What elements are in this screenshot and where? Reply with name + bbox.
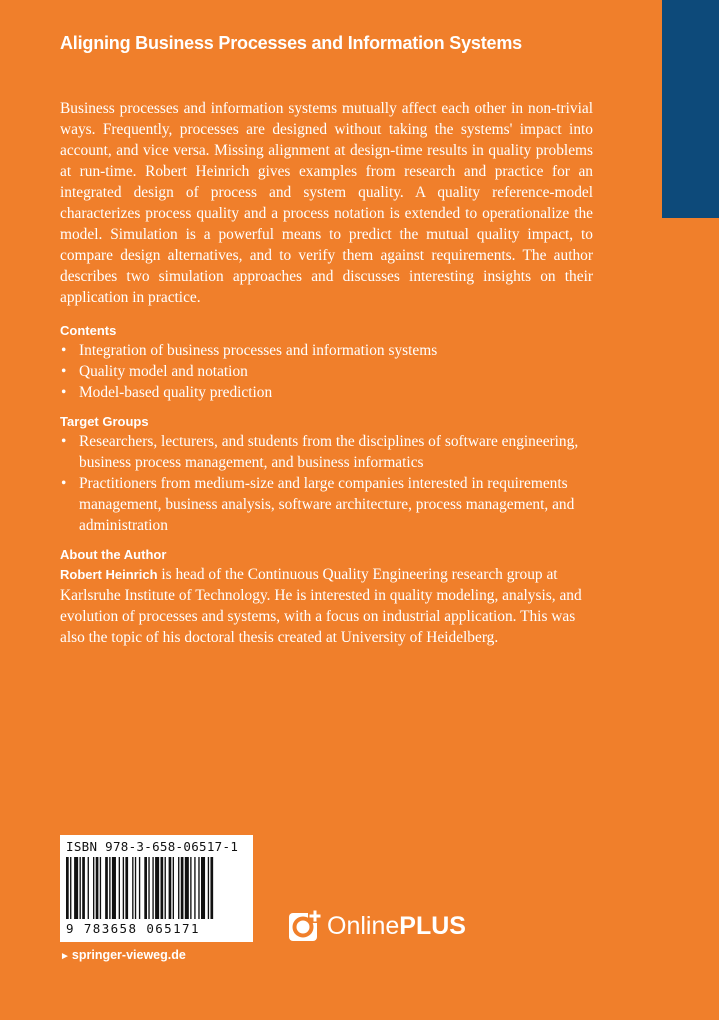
contents-list xyxy=(60,340,593,403)
contents-heading: Contents xyxy=(60,323,117,338)
barcode-bar xyxy=(208,857,209,919)
barcode-bar xyxy=(119,857,120,919)
barcode-bar xyxy=(165,857,166,919)
author-name: Robert Heinrich xyxy=(60,567,158,582)
book-title: Aligning Business Processes and Information Systems xyxy=(60,33,522,53)
publisher-website[interactable]: ► springer-vieweg.de xyxy=(60,948,186,962)
bullet-icon: • xyxy=(61,363,67,380)
onlineplus-logo xyxy=(288,909,466,943)
isbn-barcode xyxy=(60,835,253,942)
onlineplus-wordmark: OnlinePLUS xyxy=(327,912,466,940)
barcode-bar xyxy=(169,857,172,919)
main-content xyxy=(60,98,593,648)
barcode-bar xyxy=(185,857,189,919)
intro-paragraph: Business processes and information systems mutually affect each other in non-trivial ways. Frequently, processes are designed without taking the systems' impact into account, and vice versa. Missing alignment at design-time results in quality problems at run-time. Robert Heinrich gives examples from research and practice for an integrated design of process and system quality. A quality reference-model characterizes process quality and a process notation is extended to operationalize the model. Simulation is a powerful means to predict the mutual quality impact, to compare design alternatives, and to verify them against requirements. The author describes two simulation approaches and discusses interesting insights on their application in practice. xyxy=(60,100,593,306)
barcode-bar xyxy=(173,857,174,919)
list-item: • Integration of business processes and information systems xyxy=(61,342,438,359)
list-item: • Practitioners from medium-size and large companies interested in requirements management, business analysis, software architecture, process management, and administration xyxy=(61,475,575,534)
barcode-bar xyxy=(144,857,147,919)
blue-side-bar xyxy=(662,0,719,218)
barcode-bar xyxy=(105,857,108,919)
barcode-bar xyxy=(93,857,94,919)
onlineplus-logo-icon xyxy=(288,909,322,943)
barcode-bar xyxy=(70,857,71,919)
arrow-right-icon: ► xyxy=(60,951,70,962)
barcode-bar xyxy=(190,857,191,919)
bullet-icon: • xyxy=(61,433,67,450)
about-author-text: Robert Heinrich is head of the Continuous Quality Engineering research group at Karlsruhe Institute of Technology. He is interested in quality modeling, analysis, and evolution of processes and systems, with a focus on industrial application. This was also the topic of his doctoral thesis created at University of Heidelberg. xyxy=(60,566,582,646)
barcode-bar xyxy=(125,857,128,919)
barcode-bar xyxy=(88,857,89,919)
barcode-bar xyxy=(161,857,164,919)
bullet-icon: • xyxy=(61,384,67,401)
target-groups-heading: Target Groups xyxy=(60,414,149,429)
about-author-heading: About the Author xyxy=(60,547,167,562)
barcode-bar xyxy=(194,857,195,919)
barcode-bar xyxy=(148,857,149,919)
barcode-bar xyxy=(198,857,199,919)
barcode-bar xyxy=(152,857,153,919)
barcode-bar xyxy=(132,857,133,919)
barcode-bar xyxy=(112,857,116,919)
list-item: • Quality model and notation xyxy=(61,363,248,380)
barcode-bar xyxy=(210,857,213,919)
barcode-bar xyxy=(139,857,140,919)
barcode-bar xyxy=(109,857,110,919)
barcode-bar xyxy=(80,857,81,919)
list-item: • Researchers, lecturers, and students from the disciplines of software engineering, business process management, and business informatics xyxy=(61,433,579,471)
barcode-bar xyxy=(96,857,99,919)
barcode-bar xyxy=(181,857,184,919)
target-groups-list xyxy=(60,431,593,536)
barcode-bar xyxy=(135,857,136,919)
barcode-bar xyxy=(155,857,159,919)
barcode-bar xyxy=(82,857,85,919)
barcode-bar xyxy=(74,857,78,919)
list-item: • Model-based quality prediction xyxy=(61,384,273,401)
barcode-bar xyxy=(66,857,69,919)
bullet-icon: • xyxy=(61,342,67,359)
barcode-digits: 9 783658 065171 xyxy=(66,921,200,936)
isbn-label: ISBN 978-3-658-06517-1 xyxy=(66,839,239,854)
bullet-icon: • xyxy=(61,475,67,492)
barcode-bar xyxy=(178,857,179,919)
barcode-bar xyxy=(100,857,101,919)
barcode-bar xyxy=(201,857,205,919)
barcode-bar xyxy=(123,857,124,919)
